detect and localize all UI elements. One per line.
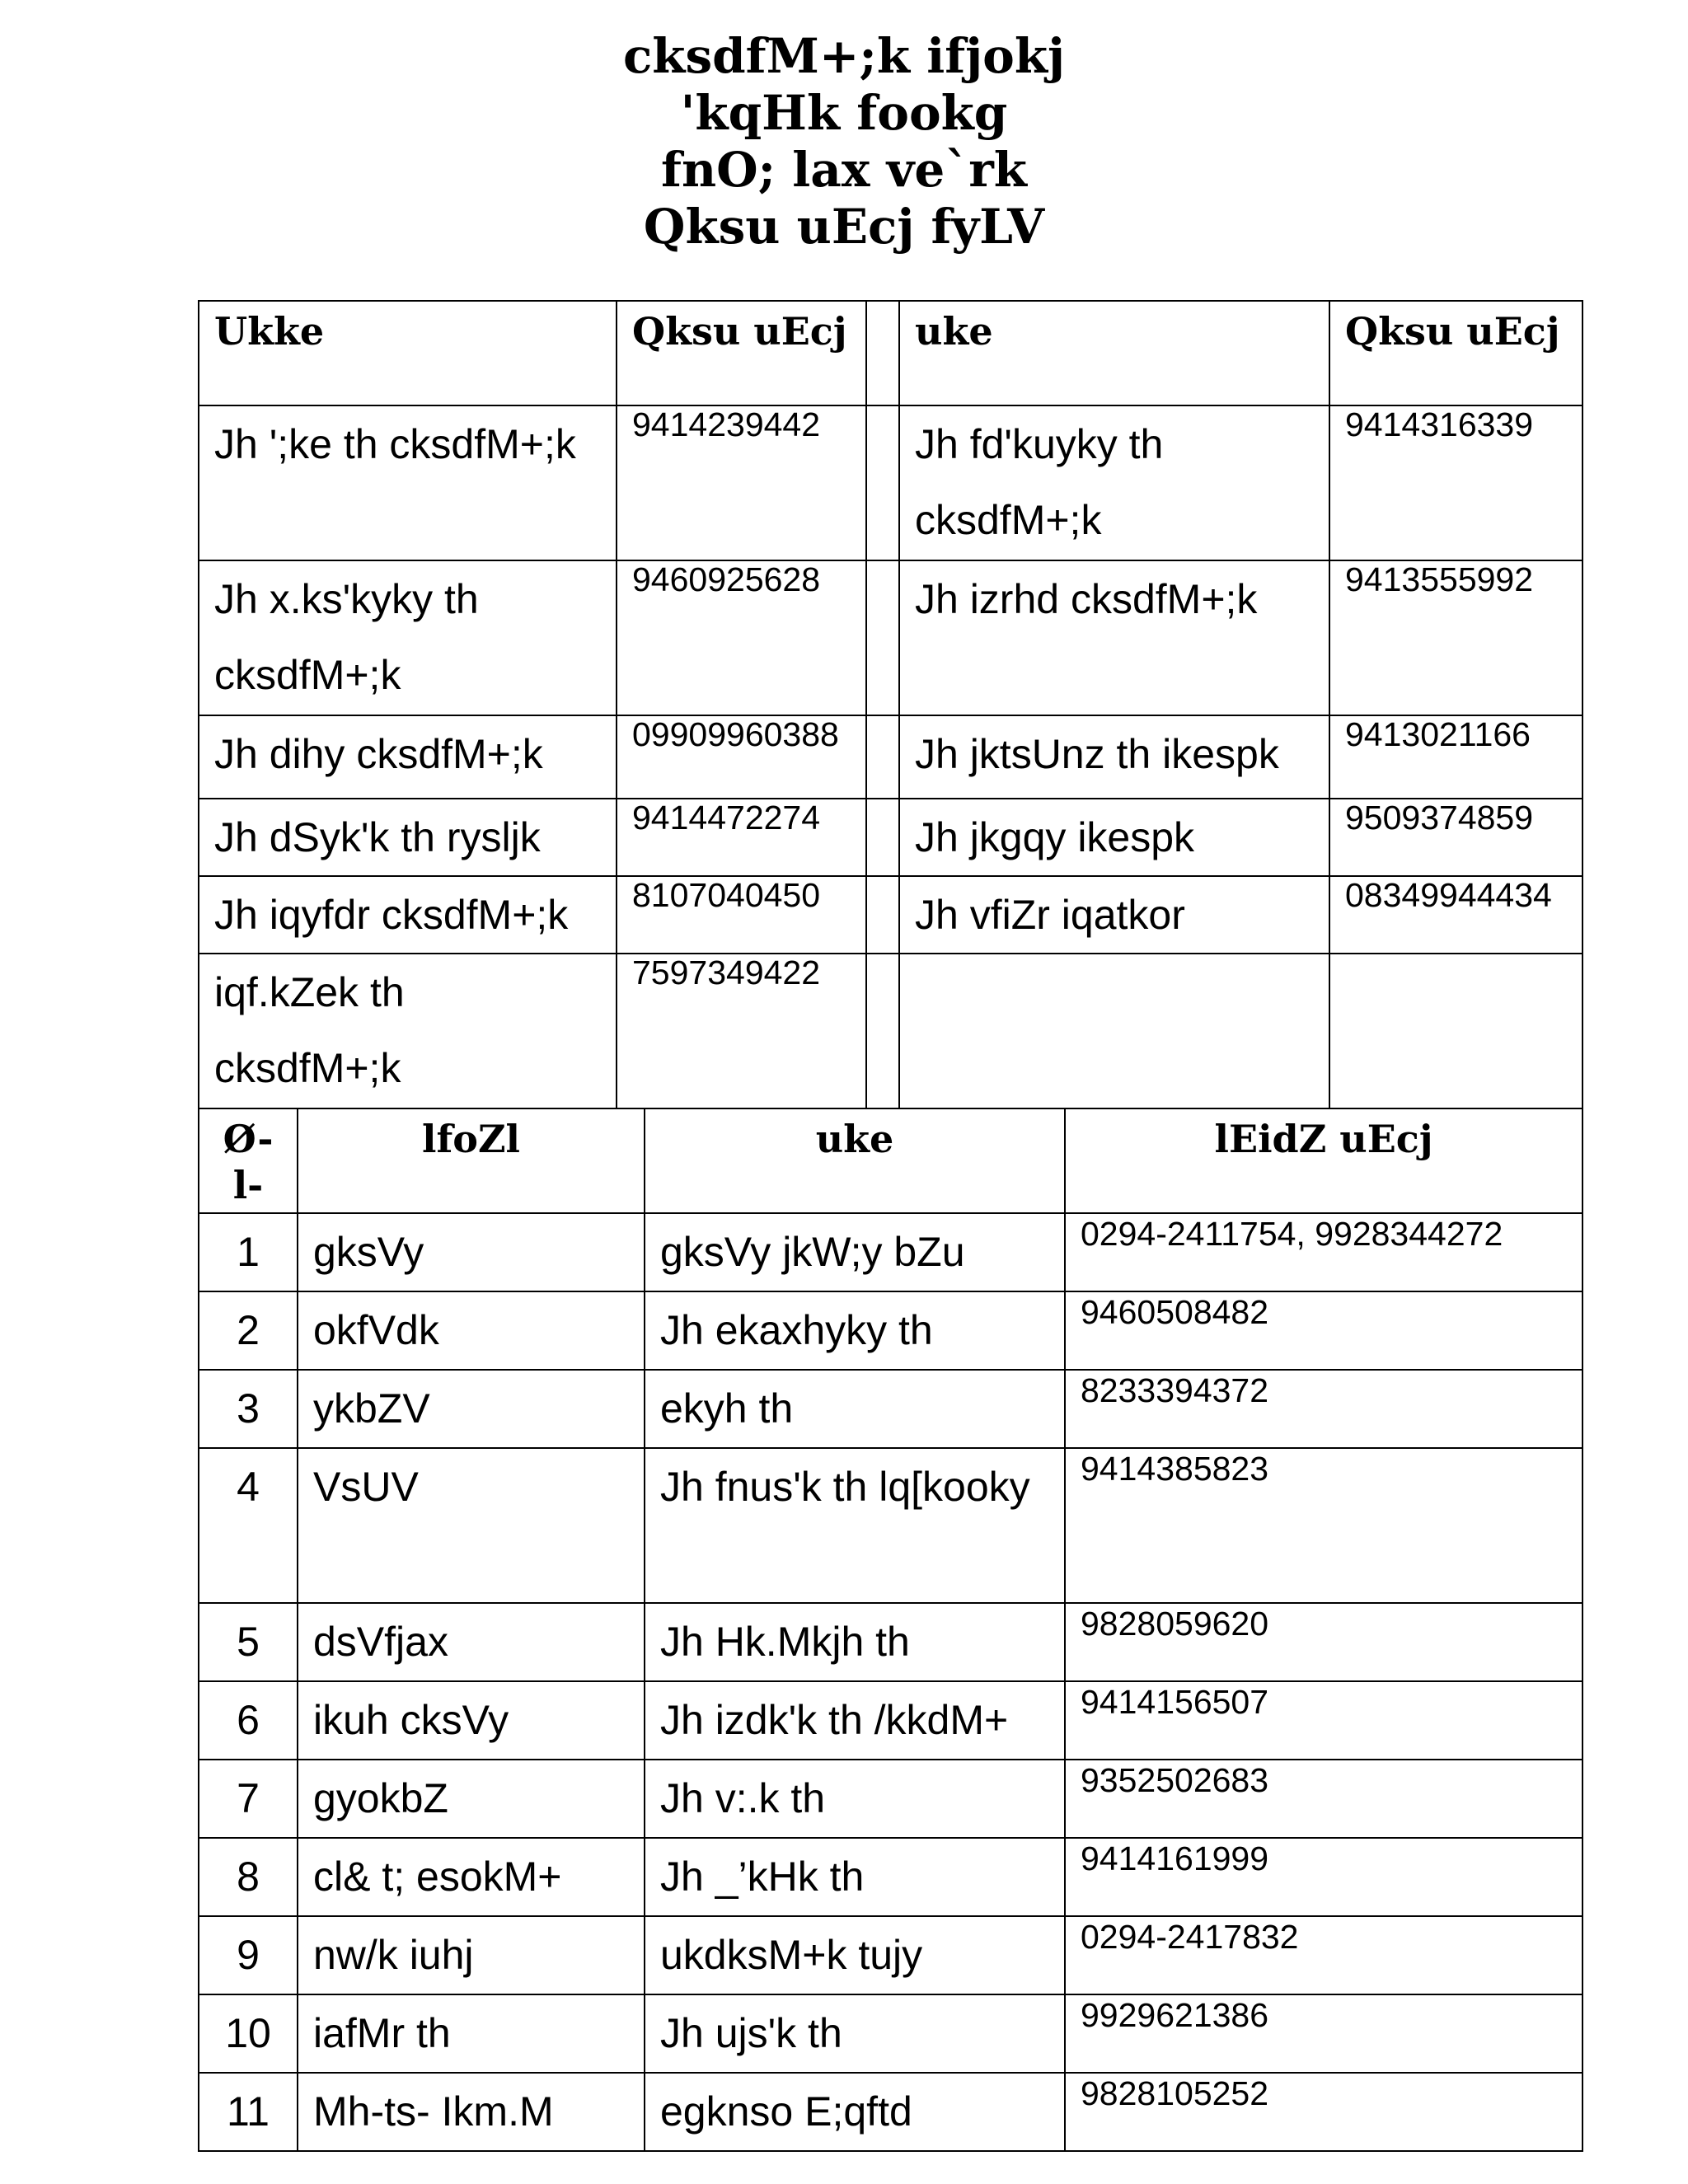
services-contacts-table: [198, 1108, 1583, 2152]
table-row: [199, 1291, 1582, 1370]
contact-phone: [1329, 954, 1582, 1108]
title-line-2: 'kqHk fookg: [680, 85, 1008, 141]
title-line-1: cksdfM+;k ifjokj: [622, 28, 1066, 84]
table-row: [199, 560, 1582, 715]
contact-number: 9828059620: [1065, 1603, 1582, 1681]
vendor-name: Jh Hk.Mkjh th: [645, 1603, 1065, 1681]
service-name: VsUV: [298, 1448, 645, 1603]
contact-number: 9828105252: [1065, 2073, 1582, 2151]
table-row: [199, 1603, 1582, 1681]
contact-name: Jh x.ks'kyky th cksdfM+;k: [199, 560, 617, 715]
table-row: [199, 1681, 1582, 1760]
contact-phone: 8107040450: [617, 876, 866, 954]
contact-number: 9414156507: [1065, 1681, 1582, 1760]
contact-name: iqf.kZek th cksdfM+;k: [199, 954, 617, 1108]
serial-no: 7: [199, 1760, 298, 1838]
contact-name: Jh ';ke th cksdfM+;k: [199, 405, 617, 560]
table-row: [199, 405, 1582, 560]
contact-phone: 9460925628: [617, 560, 866, 715]
serial-no: 6: [199, 1681, 298, 1760]
contact-phone: 09909960388: [617, 715, 866, 799]
contact-number: 9929621386: [1065, 1994, 1582, 2073]
serial-no: 2: [199, 1291, 298, 1370]
table-row: [199, 1916, 1582, 1994]
serial-no: 8: [199, 1838, 298, 1916]
service-name: okfVdk: [298, 1291, 645, 1370]
family-contacts-table: [198, 300, 1583, 1109]
contact-name: [899, 954, 1329, 1108]
contact-name: Jh jkgqy ikespk: [899, 799, 1329, 876]
service-name: dsVfjax: [298, 1603, 645, 1681]
service-name: Mh-ts- Ikm.M: [298, 2073, 645, 2151]
service-name: ykbZV: [298, 1370, 645, 1448]
service-name: gksVy: [298, 1213, 645, 1291]
contact-name: Jh jktsUnz th ikespk: [899, 715, 1329, 799]
serial-no: 4: [199, 1448, 298, 1603]
column-gap: [866, 301, 899, 405]
serial-no: 5: [199, 1603, 298, 1681]
serial-no: 10: [199, 1994, 298, 2073]
contact-phone: 9414316339: [1329, 405, 1582, 560]
page-title: [0, 28, 1688, 255]
contact-number: 9460508482: [1065, 1291, 1582, 1370]
vendor-name: gksVy jkW;y bZu: [645, 1213, 1065, 1291]
contact-name: Jh fd'kuyky th cksdfM+;k: [899, 405, 1329, 560]
title-line-3: fnO; lax ve`rk: [661, 142, 1027, 198]
serial-no: 9: [199, 1916, 298, 1994]
contact-phone: 7597349422: [617, 954, 866, 1108]
vendor-name: Jh fnus'k th lq[kooky: [645, 1448, 1065, 1603]
contact-name: Jh izrhd cksdfM+;k: [899, 560, 1329, 715]
table-row: [199, 1760, 1582, 1838]
table-row: [199, 799, 1582, 876]
contact-phone: 9414472274: [617, 799, 866, 876]
vendor-name: Jh v:.k th: [645, 1760, 1065, 1838]
header-phone-left: Qksu uEcj: [617, 301, 866, 405]
column-gap: [866, 560, 899, 715]
service-name: nw/k iuhj: [298, 1916, 645, 1994]
column-gap: [866, 876, 899, 954]
serial-no: 11: [199, 2073, 298, 2151]
table-row: [199, 1213, 1582, 1291]
table-row: [199, 876, 1582, 954]
contact-phone: 08349944434: [1329, 876, 1582, 954]
service-name: cl& t; esokM+: [298, 1838, 645, 1916]
header-contact-number: lEidZ uEcj: [1065, 1108, 1582, 1213]
contact-number: 0294-2417832: [1065, 1916, 1582, 1994]
contact-name: Jh dSyk'k th rysljk: [199, 799, 617, 876]
column-gap: [866, 954, 899, 1108]
contact-phone: 9413021166: [1329, 715, 1582, 799]
contact-phone: 9414239442: [617, 405, 866, 560]
contact-phone: 9509374859: [1329, 799, 1582, 876]
contact-name: Jh dihy cksdfM+;k: [199, 715, 617, 799]
table-header-row: [199, 301, 1582, 405]
header-name-left: Ukke: [199, 301, 617, 405]
service-name: ikuh cksVy: [298, 1681, 645, 1760]
table-row: [199, 1838, 1582, 1916]
vendor-name: ekyh th: [645, 1370, 1065, 1448]
service-name: gyokbZ: [298, 1760, 645, 1838]
header-name-right: uke: [899, 301, 1329, 405]
column-gap: [866, 715, 899, 799]
table-row: [199, 1448, 1582, 1603]
table-row: [199, 2073, 1582, 2151]
table-header-row: [199, 1108, 1582, 1213]
contact-number: 9414385823: [1065, 1448, 1582, 1603]
vendor-name: Jh ekaxhyky th: [645, 1291, 1065, 1370]
title-line-4: Qksu uEcj fyLV: [643, 199, 1045, 255]
table-row: [199, 954, 1582, 1108]
contact-name: Jh vfiZr iqatkor: [899, 876, 1329, 954]
vendor-name: Jh _’kHk th: [645, 1838, 1065, 1916]
serial-no: 3: [199, 1370, 298, 1448]
table-row: [199, 715, 1582, 799]
header-phone-right: Qksu uEcj: [1329, 301, 1582, 405]
contact-number: 9414161999: [1065, 1838, 1582, 1916]
header-service: lfoZl: [298, 1108, 645, 1213]
vendor-name: Jh izdk'k th /kkdM+: [645, 1681, 1065, 1760]
contact-number: 8233394372: [1065, 1370, 1582, 1448]
column-gap: [866, 405, 899, 560]
serial-no: 1: [199, 1213, 298, 1291]
vendor-name: ukdksM+k tujy: [645, 1916, 1065, 1994]
header-name: uke: [645, 1108, 1065, 1213]
contact-number: 0294-2411754, 9928344272: [1065, 1213, 1582, 1291]
table-row: [199, 1370, 1582, 1448]
header-serial-no: Ø- l-: [199, 1108, 298, 1213]
contact-phone: 9413555992: [1329, 560, 1582, 715]
vendor-name: Jh ujs'k th: [645, 1994, 1065, 2073]
contact-name: Jh iqyfdr cksdfM+;k: [199, 876, 617, 954]
vendor-name: egknso E;qftd: [645, 2073, 1065, 2151]
column-gap: [866, 799, 899, 876]
contact-number: 9352502683: [1065, 1760, 1582, 1838]
table-row: [199, 1994, 1582, 2073]
service-name: iafMr th: [298, 1994, 645, 2073]
